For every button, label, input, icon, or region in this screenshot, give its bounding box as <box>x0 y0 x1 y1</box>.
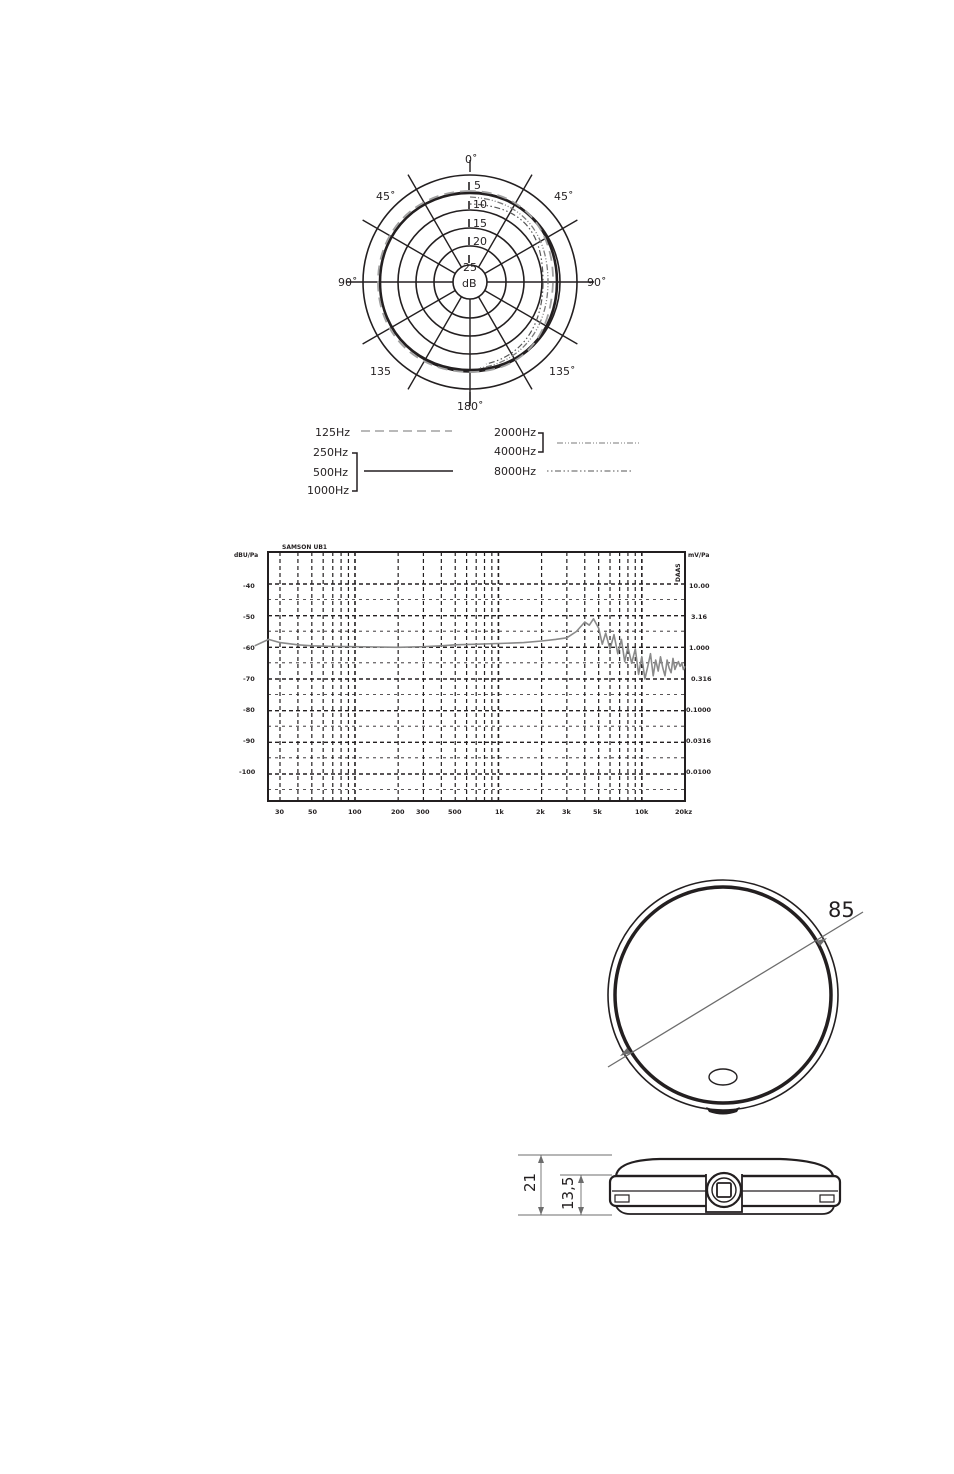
dim-arrow-total-bottom <box>538 1207 544 1215</box>
fr-x-tick: 300 <box>416 808 430 816</box>
fr-x-tick: 1k <box>495 808 504 816</box>
polar-grid-spoke <box>479 297 533 390</box>
polar-grid-spoke <box>485 291 578 345</box>
fr-y-left-tick: -80 <box>243 706 255 714</box>
polar-angle-90-right: 90˚ <box>587 276 607 289</box>
fr-x-tick: 3k <box>562 808 571 816</box>
height-total-label: 21 <box>521 1172 539 1192</box>
legend-125hz: 125Hz <box>315 426 351 439</box>
polar-angle-180: 180˚ <box>457 400 484 413</box>
fr-y-left-tick: -90 <box>243 737 255 745</box>
fr-title: SAMSON UB1 <box>282 544 328 551</box>
fr-y-left-tick: -70 <box>243 675 255 683</box>
polar-ring-label-10: 10 <box>473 198 487 211</box>
diameter-dimension-line <box>608 912 863 1067</box>
top-view-usb-tab <box>706 1107 740 1115</box>
fr-grid <box>268 552 685 801</box>
fr-corner-tag: DAAS <box>675 563 682 582</box>
dim-arrow-body-bottom <box>578 1207 584 1215</box>
fr-x-tick: 20kz <box>675 808 693 816</box>
height-body-label: 13,5 <box>559 1176 577 1210</box>
polar-grid-spoke <box>363 220 456 274</box>
frequency-response-chart <box>234 544 712 816</box>
polar-angle-135-left: 135 <box>370 365 391 378</box>
diameter-label: 85 <box>828 898 855 922</box>
legend-500hz: 500Hz <box>313 466 349 479</box>
polar-grid-spoke <box>408 297 462 390</box>
polar-grid-spoke <box>363 291 456 345</box>
top-view-drawing <box>608 880 863 1115</box>
side-view-drawing <box>518 1155 840 1215</box>
polar-angle-0: 0˚ <box>465 153 478 166</box>
side-view-foot-left <box>615 1195 629 1202</box>
fr-left-unit: dBU/Pa <box>234 552 259 559</box>
legend-1000hz: 1000Hz <box>307 484 350 497</box>
fr-y-right-tick: 3.16 <box>691 613 708 621</box>
polar-angle-135-right: 135˚ <box>549 365 576 378</box>
fr-x-tick: 500 <box>448 808 462 816</box>
fr-y-right-tick: 0.316 <box>691 675 712 683</box>
dim-arrow-total-top <box>538 1155 544 1163</box>
fr-y-right-tick: 10.00 <box>689 582 710 590</box>
legend-bracket-low <box>352 453 357 491</box>
legend-250hz: 250Hz <box>313 446 349 459</box>
polar-grid-spoke <box>485 220 578 274</box>
legend-bracket-high <box>538 433 543 452</box>
polar-ring-label-5: 5 <box>474 179 481 192</box>
fr-x-tick: 5k <box>593 808 602 816</box>
legend-2000hz: 2000Hz <box>494 426 537 439</box>
fr-x-ticks <box>275 808 692 816</box>
fr-y-left-ticks <box>239 582 256 776</box>
fr-x-tick: 50 <box>308 808 318 816</box>
fr-y-left-tick: -40 <box>243 582 255 590</box>
polar-grid-spoke <box>408 175 462 268</box>
fr-x-tick: 30 <box>275 808 285 816</box>
top-view-outer-rim <box>608 880 838 1110</box>
fr-response-curve <box>255 619 685 679</box>
top-view-inner-rim <box>615 887 831 1103</box>
polar-ring-label-15: 15 <box>473 217 487 230</box>
legend-4000hz: 4000Hz <box>494 445 537 458</box>
polar-angle-45-left: 45˚ <box>376 190 396 203</box>
fr-y-left-tick: -100 <box>239 768 256 776</box>
polar-legend <box>307 426 641 497</box>
fr-right-unit: mV/Pa <box>688 552 710 559</box>
polar-center-label: dB <box>462 277 477 290</box>
fr-x-tick: 2k <box>536 808 545 816</box>
fr-y-right-tick: 0.1000 <box>686 706 712 714</box>
polar-pattern-diagram <box>307 153 641 497</box>
fr-y-right-tick: 0.0316 <box>686 737 712 745</box>
fr-y-left-tick: -60 <box>243 644 255 652</box>
fr-x-tick: 10k <box>635 808 649 816</box>
fr-x-tick: 100 <box>348 808 362 816</box>
fr-y-right-tick: 1.000 <box>689 644 710 652</box>
side-view-foot-right <box>820 1195 834 1202</box>
legend-8000hz: 8000Hz <box>494 465 537 478</box>
polar-angle-90-left: 90˚ <box>338 276 358 289</box>
fr-y-right-ticks <box>686 582 712 776</box>
fr-x-tick: 200 <box>391 808 405 816</box>
fr-y-left-tick: -50 <box>243 613 255 621</box>
dim-arrow-body-top <box>578 1175 584 1183</box>
fr-y-right-tick: 0.0100 <box>686 768 712 776</box>
polar-angle-45-right: 45˚ <box>554 190 574 203</box>
polar-ring-label-20: 20 <box>473 235 487 248</box>
polar-ring-label-25: 25 <box>463 261 477 274</box>
top-view-led-window <box>709 1069 737 1085</box>
